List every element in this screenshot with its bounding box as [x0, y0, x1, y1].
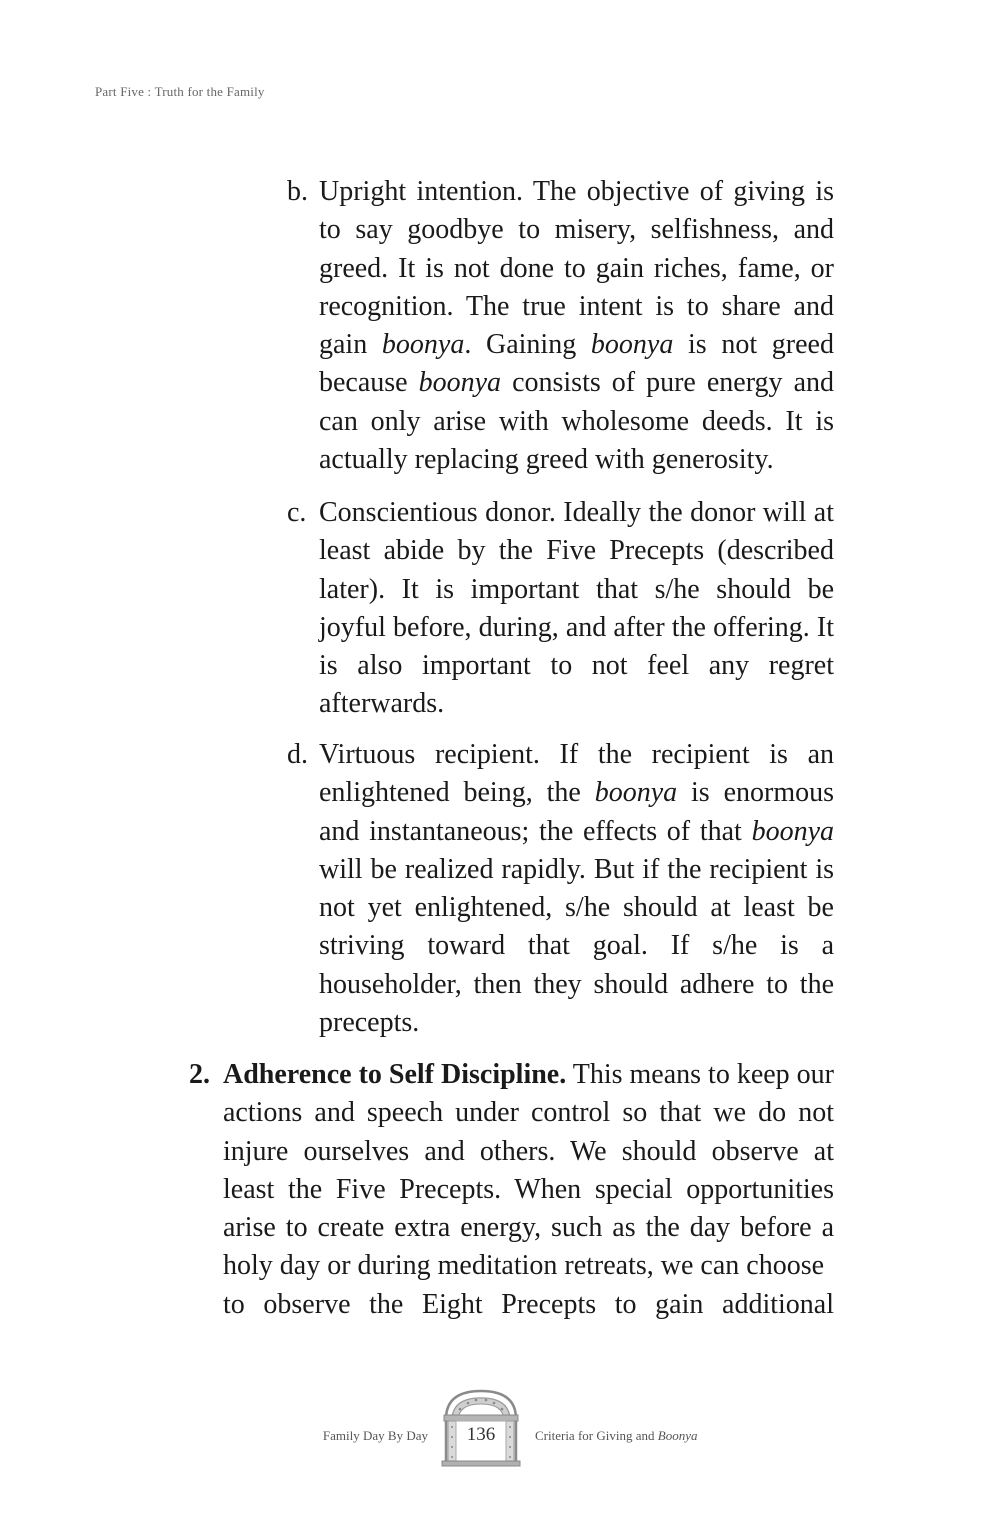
footer-chapter-text: Criteria for Giving and [535, 1428, 658, 1443]
list-marker: 2. [189, 1059, 210, 1090]
item-heading: Adherence to Self Discipline. [223, 1059, 567, 1090]
list-marker: c. [287, 497, 307, 528]
list-item-2 [189, 1056, 834, 1324]
list-marker: b. [287, 176, 308, 207]
item-text: is enormous and instantaneous; the effects of that [319, 777, 834, 847]
item-text: Conscientious donor. Ideally the donor will at least abide by the Five Precepts (described later). It is important that s/he should be joyful before, during, and after the offering. It is also important to not feel any regret afterwards. [319, 497, 834, 720]
page-footer [0, 1380, 1000, 1480]
item-text-last-line: to observe the Eight Precepts to gain additional [223, 1288, 834, 1320]
list-marker: d. [287, 739, 308, 770]
footer-book-title: Family Day By Day [322, 1428, 428, 1443]
list-item-c [287, 494, 834, 724]
footer-chapter-term: Boonya [657, 1428, 698, 1443]
item-term: boonya [381, 329, 465, 361]
item-term: boonya [418, 367, 502, 399]
running-head: Part Five : Truth for the Family [95, 84, 265, 99]
item-text: Upright intention. The objective of giving is to say goodbye to misery, selfishness, and greed. It is not done to gain riches, fame, or recognition. The true intent is to share and gain [319, 176, 834, 361]
item-text: This means to keep our actions and speech under control so that we do not injure ourselves and others. We should observe at least the Five Precepts. When special opportunities arise to create extra energy, such as the day before a holy day or during meditation retreats, we can choose [223, 1059, 834, 1282]
item-term: boonya [590, 329, 674, 361]
item-text: Virtuous recipient. If the recipient is an enlightened being, the [319, 739, 834, 809]
item-term: boonya [751, 815, 834, 847]
item-text: . Gaining [464, 329, 591, 361]
list-item-d [287, 736, 834, 1042]
item-text: consists of pure energy and can only arise with wholesome deeds. It is actually replacing greed with generosity. [319, 367, 834, 476]
item-text: is not greed because [319, 329, 834, 399]
footer-chapter-title [535, 1428, 697, 1444]
item-text: will be realized rapidly. But if the recipient is not yet enlightened, s/he should at least be striving toward that goal. If s/he is a householder, then they should adhere to the precepts. [319, 853, 834, 1039]
list-item-b [287, 173, 834, 479]
item-term: boonya [594, 777, 678, 809]
page-number: 136 [466, 1424, 496, 1445]
